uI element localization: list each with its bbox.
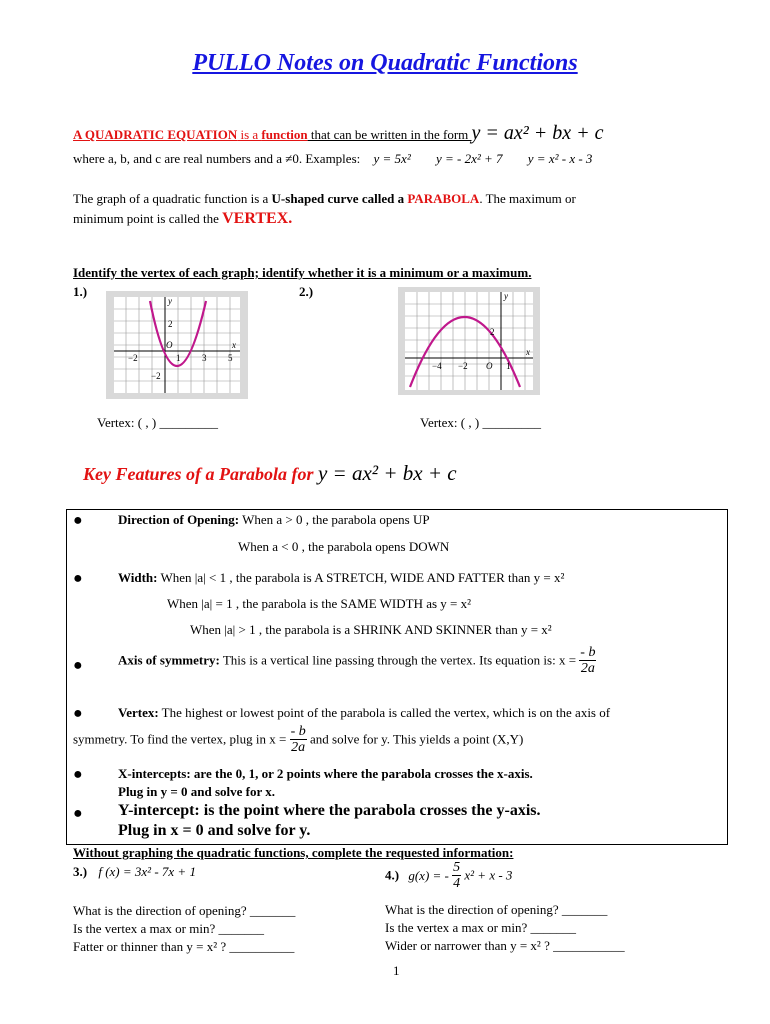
definition-function: function (261, 127, 308, 142)
direction-text-1: When a > 0 , the parabola opens UP (239, 512, 430, 527)
svg-text:−2: −2 (151, 371, 161, 381)
direction-label: Direction of Opening: (118, 512, 240, 527)
svg-text:−2: −2 (458, 361, 468, 371)
svg-text:y: y (504, 291, 508, 301)
vertex-text: The highest or lowest point of the parabola is called the vertex, which is on the axis of (158, 705, 611, 720)
vertex-line-1 (118, 705, 610, 721)
svg-text:3: 3 (202, 353, 207, 363)
q3-max-min[interactable]: Is the vertex a max or min? _______ (73, 921, 264, 936)
bullet-icon: ● (73, 805, 83, 822)
q4-max-min[interactable]: Is the vertex a max or min? _______ (385, 920, 576, 935)
vertex-fraction (290, 724, 307, 755)
q3-direction[interactable]: What is the direction of opening? _______ (73, 903, 296, 918)
problem-4-function-b: x² + x - 3 (464, 867, 513, 883)
bullet-icon: ● (73, 657, 83, 674)
svg-text:−4: −4 (432, 361, 442, 371)
svg-text:x: x (526, 347, 530, 357)
bullet-icon: ● (73, 512, 83, 529)
identify-heading: Identify the vertex of each graph; identify whether it is a minimum or a maximum. (73, 265, 532, 280)
definition-term: A QUADRATIC EQUATION (73, 127, 238, 142)
frac-num: - b (290, 724, 306, 739)
yint-line-2: Plug in x = 0 and solve for y. (118, 822, 311, 839)
graph-paragraph-line1 (73, 191, 576, 207)
graph-text-bold: U-shaped curve called a (271, 191, 408, 206)
svg-text:1: 1 (506, 361, 511, 371)
svg-text:1: 1 (176, 353, 181, 363)
definition-is-a: is a (237, 127, 262, 142)
svg-text:O: O (166, 340, 173, 350)
frac-num: - b (580, 645, 596, 660)
page-title: PULLO Notes on Quadratic Functions (192, 50, 578, 76)
xint-line-2: Plug in y = 0 and solve for x. (118, 784, 276, 799)
graph-paragraph-line2 (73, 210, 292, 228)
q3-fatter-thinner[interactable]: Fatter or thinner than y = x² ? __________ (73, 939, 295, 954)
svg-text:5: 5 (228, 353, 233, 363)
graph-text-rest: . The maximum or (479, 191, 576, 206)
example-3: y = x² - x - 3 (527, 151, 593, 166)
axis-label: Axis of symmetry: (118, 652, 220, 668)
axis-line (118, 645, 596, 676)
vertex-word: VERTEX. (222, 210, 293, 227)
width-line-2: When |a| = 1 , the parabola is the SAME WIDTH as y = x² (167, 596, 472, 611)
axis-text: This is a vertical line passing through the vertex. Its equation is: x = (219, 652, 577, 668)
width-label: Width: (118, 570, 158, 585)
problem-4-fraction (452, 860, 461, 891)
svg-text:2: 2 (490, 327, 495, 337)
svg-text:y: y (168, 296, 172, 306)
problem-3-label: 3.) (73, 864, 88, 879)
bullet-icon: ● (73, 705, 83, 722)
frac-den: 2a (580, 661, 595, 676)
svg-text:x: x (232, 340, 236, 350)
parabola-word: PARABOLA (407, 191, 480, 206)
practice-heading: Without graphing the quadratic functions, complete the requested information: (73, 845, 514, 860)
graph-2 (398, 287, 540, 395)
svg-text:O: O (486, 361, 493, 371)
width-line-1 (118, 570, 564, 586)
svg-text:−2: −2 (128, 353, 138, 363)
definition-line (73, 122, 604, 145)
problem-4-function-a: g(x) = - (408, 867, 449, 883)
svg-text:2: 2 (168, 319, 173, 329)
graph-1 (106, 291, 248, 399)
key-features-heading (83, 461, 457, 486)
direction-line-1 (118, 512, 430, 528)
width-line-3: When |a| > 1 , the parabola is a SHRINK AND SKINNER than y = x² (190, 622, 552, 637)
frac-den: 4 (453, 876, 461, 891)
problem-4 (385, 860, 512, 891)
graph-2-label: 2.) (299, 284, 314, 299)
definition-form: y = ax² + bx + c (471, 122, 604, 144)
vertex-text-2a: symmetry. To find the vertex, plug in x = (73, 731, 287, 747)
q4-direction[interactable]: What is the direction of opening? _______ (385, 902, 608, 917)
bullet-icon: ● (73, 766, 83, 783)
xint-line-1: X-intercepts: are the 0, 1, or 2 points where the parabola crosses the x-axis. (118, 766, 533, 781)
vertex-line-2 (73, 724, 523, 755)
graph-text-1: The graph of a quadratic function is a (73, 191, 272, 206)
page-number: 1 (393, 963, 400, 978)
frac-den: 2a (291, 740, 306, 755)
example-2: y = - 2x² + 7 (435, 151, 503, 166)
example-1: y = 5x² (373, 151, 411, 166)
frac-num: 5 (453, 860, 461, 875)
definition-rest: that can be written in the form (307, 127, 472, 142)
axis-fraction (579, 645, 596, 676)
vertex-answer-2[interactable]: Vertex: ( , ) _________ (420, 415, 541, 430)
width-text-1: When |a| < 1 , the parabola is A STRETCH, WIDE AND FATTER than y = x² (157, 570, 565, 585)
problem-4-label: 4.) (385, 867, 400, 883)
where-text: where a, b, and c are real numbers and a ≠0. Examples: (73, 151, 361, 166)
key-features-form: y = ax² + bx + c (317, 461, 457, 485)
vertex-text-2b: and solve for y. This yields a point (X,Y) (306, 731, 524, 747)
graph-text-2: minimum point is called the (73, 211, 223, 226)
yint-line-1: Y-intercept: is the point where the parabola crosses the y-axis. (118, 802, 541, 819)
q4-wider-narrower[interactable]: Wider or narrower than y = x² ? ___________ (385, 938, 625, 953)
vertex-label: Vertex: (118, 705, 159, 720)
where-line (73, 151, 592, 167)
problem-3 (73, 864, 196, 880)
graph-1-label: 1.) (73, 284, 88, 299)
bullet-icon: ● (73, 570, 83, 587)
direction-line-2: When a < 0 , the parabola opens DOWN (238, 539, 450, 554)
problem-3-function: f (x) = 3x² - 7x + 1 (98, 864, 196, 879)
vertex-answer-1[interactable]: Vertex: ( , ) _________ (97, 415, 218, 430)
key-features-title: Key Features of a Parabola for (83, 464, 318, 484)
